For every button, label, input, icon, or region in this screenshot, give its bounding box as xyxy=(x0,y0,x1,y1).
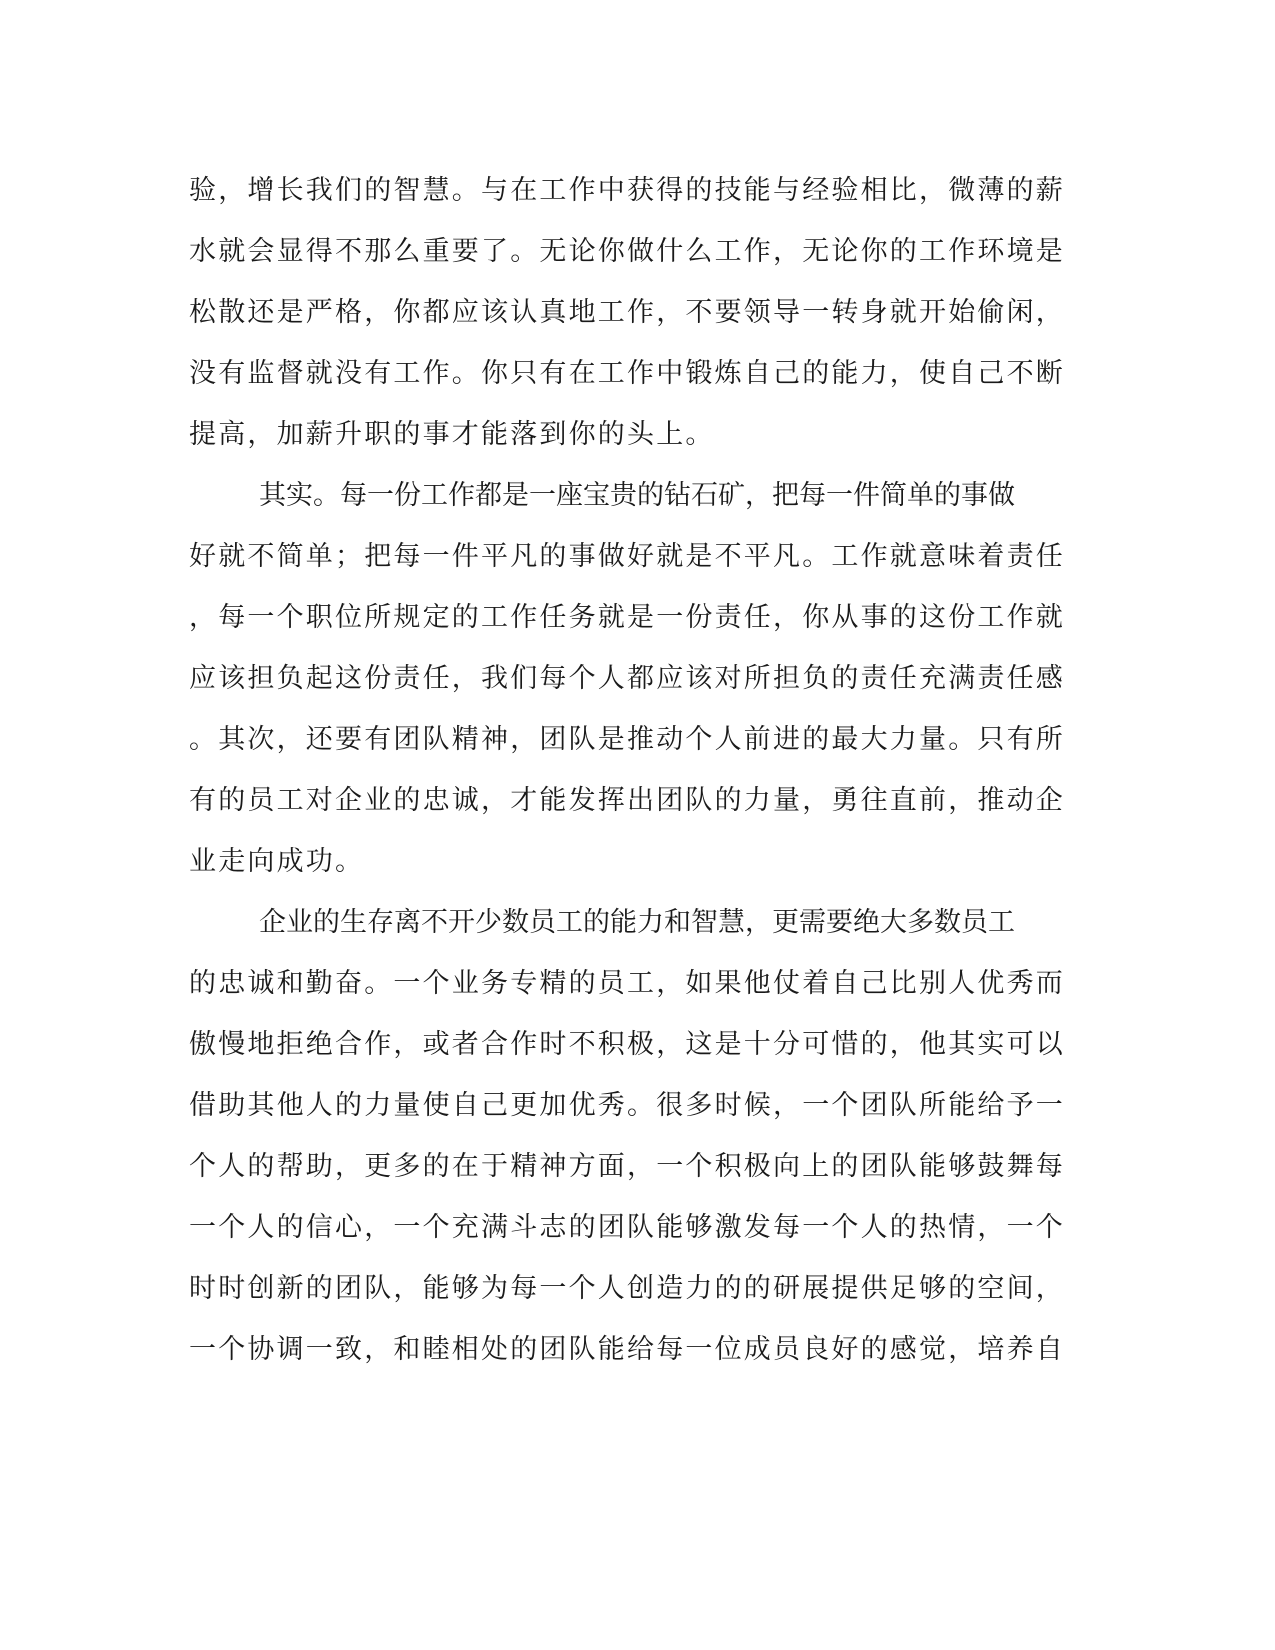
paragraph-first-line: 企业的生存离不开少数员工的能力和智慧，更需要绝大多数员工 xyxy=(259,907,1015,938)
text-line: 一个人的信心，一个充满斗志的团队能够激发每一个人的热情，一个 xyxy=(189,1212,1065,1243)
text-line: 验，增长我们的智慧。与在工作中获得的技能与经验相比，微薄的薪 xyxy=(189,175,1065,206)
text-line: 好就不简单；把每一件平凡的事做好就是不平凡。工作就意味着责任 xyxy=(189,541,1065,572)
text-line: 松散还是严格，你都应该认真地工作，不要领导一转身就开始偷闲， xyxy=(189,297,1065,328)
text-line: 应该担负起这份责任，我们每个人都应该对所担负的责任充满责任感 xyxy=(189,663,1065,694)
paragraph-first-line: 其实。每一份工作都是一座宝贵的钻石矿，把每一件简单的事做 xyxy=(259,480,1015,511)
text-line: 的忠诚和勤奋。一个业务专精的员工，如果他仗着自己比别人优秀而 xyxy=(189,968,1065,999)
text-line: 。其次，还要有团队精神，团队是推动个人前进的最大力量。只有所 xyxy=(189,724,1065,755)
text-line: 业走向成功。 xyxy=(189,846,365,877)
text-line: 借助其他人的力量使自己更加优秀。很多时候，一个团队所能给予一 xyxy=(189,1090,1065,1121)
text-line: 时时创新的团队，能够为每一个人创造力的的研展提供足够的空间， xyxy=(189,1273,1065,1304)
text-line: 水就会显得不那么重要了。无论你做什么工作，无论你的工作环境是 xyxy=(189,236,1065,267)
text-line: ，每一个职位所规定的工作任务就是一份责任，你从事的这份工作就 xyxy=(189,602,1065,633)
text-line: 有的员工对企业的忠诚，才能发挥出团队的力量，勇往直前，推动企 xyxy=(189,785,1065,816)
text-line: 个人的帮助，更多的在于精神方面，一个积极向上的团队能够鼓舞每 xyxy=(189,1151,1065,1182)
text-line: 提高，加薪升职的事才能落到你的头上。 xyxy=(189,419,715,450)
text-line: 一个协调一致，和睦相处的团队能给每一位成员良好的感觉，培养自 xyxy=(189,1334,1065,1365)
text-line: 傲慢地拒绝合作，或者合作时不积极，这是十分可惜的，他其实可以 xyxy=(189,1029,1065,1060)
document-body xyxy=(189,160,1069,1380)
text-line: 没有监督就没有工作。你只有在工作中锻炼自己的能力，使自己不断 xyxy=(189,358,1065,389)
